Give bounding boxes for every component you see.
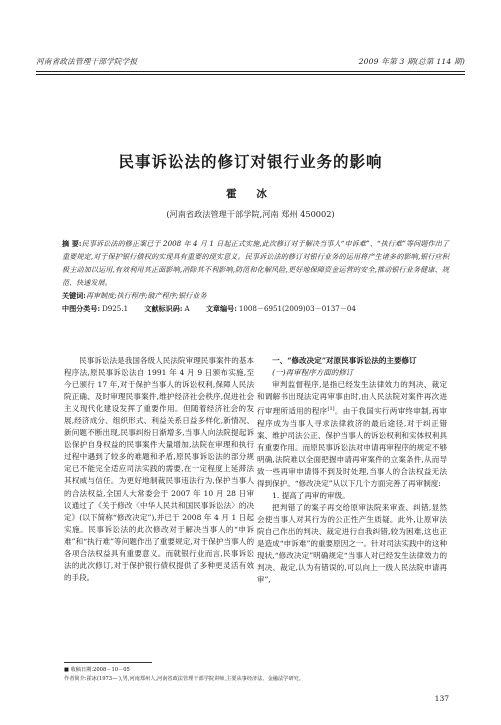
- body-paragraph: 把判错了的案子再交给原审法院来审查、纠错,显然会使当事人对其行为的公正性产生质疑。此外,让原审法院自己作出的判决、裁定进行自我纠错,较为困难,这也正是造成“申诉难”的重要原因之一。针对司法实践中的这种现状,“修改决定”明确规定“当事人对已经发生法律效力的判决、裁定,认为有错误的,可以向上一级人民法院申请再审”,: [257, 503, 447, 585]
- subsection-heading: (一)再审程序方面的修订: [272, 368, 354, 378]
- section-heading: 一、“修改决定”对原民事诉讼法的主要修订: [272, 356, 417, 365]
- keywords: [62, 291, 449, 301]
- header-rule-thick: [36, 71, 465, 72]
- abstract: [62, 237, 449, 289]
- abstract-text: 民事诉讼法的修正案已于 2008 年 4 月 1 日起正式实施,此次修订对于解决当事人“申诉难”、“执行难”等问题作出了重要规定,对于保护银行债权的实现具有重要的现实意义。民事诉讼法的修订对银行业务的运用将产生诸多的影响,银行应积极主动加以运用,有效利用其正面影响,消除其不利影响,防范和化解风险,更好地保障资金运营的安全,推动银行业务健康、规范、快速发展。: [62, 239, 449, 287]
- body-left-column: [64, 355, 254, 584]
- footnote-rule: [64, 662, 152, 663]
- body-paragraph: 民事诉讼法是我国各级人民法院审理民事案件的基本程序法,原民事诉讼法自 1991 年 4 月 9 日颁布实施,至今已颁行 17 年,对于保护当事人的诉讼权利,保障人民法院正确、及时审理民事案件,维护经济社会秩序,促进社会主义现代化建设发挥了重要作用。但随着经济社会的发展,经济成分、组织形式、利益关系日益多样化,新情况、新问题不断出现,民事纠纷日渐增多,当事人向法院提起诉讼保护自身权益的民事案件大量增加,法院在审理和执行过程中遇到了较多的难题和矛盾,原民事诉讼法的部分规定已不能完全适应司法实践的需要,在一定程度上延滞法其权威与信任。为更好地制裁民事违法行为,保护当事人的合法权益,全国人大常委会于 2007 年 10 月 28 日审议通过了《关于修改〈中华人民共和国民事诉讼法〉的决定》(以下简称“修改决定”),并已于 2008 年 4 月 1 日起实施。民事诉讼法的此次修改对于解决当事人的“申诉难”和“执行难”等问题作出了重要规定,对于保护当事人的各项合法权益具有重要意义。而就银行业而言,民事诉讼法的此次修订,对于保护银行债权提供了多种更灵活有效的手段。: [64, 356, 254, 582]
- doc-code-label: 文献标识码:: [144, 304, 183, 313]
- clc-value: D925.1: [102, 304, 129, 313]
- received-date: 收稿日期:2008－10－05: [70, 667, 130, 673]
- journal-name: 河南省政法管理干部学院学报: [36, 57, 138, 66]
- footnote-received: ■ 收稿日期:2008－10－05: [64, 667, 130, 673]
- clc-label: 中图分类号:: [62, 304, 101, 313]
- keywords-label: 关键词:: [62, 291, 86, 300]
- classification-line: [62, 304, 449, 314]
- article-no-value: 1008－6951(2009)03－0137－04: [238, 304, 356, 313]
- header-rule-thin: [36, 74, 465, 75]
- para-text: 审判监督程序,是指已经发生法律效力的判决、裁定和调解书出现法定再审事由时,由人民法院对案件再次进行审理所适用的程序: [257, 380, 447, 416]
- para-text-cont: 。由于我国实行两审终审制,再审程序成为当事人寻求法律救济的最后途径,对于纠正错案、维护司法公正、保护当事人的诉讼权利和实体权利具有重要作用。而原民事诉讼法对申请再审程序的规定不够明确,法院难以全面把握申请再审案件的立案条件,从而导致一些再审申请得不到及时处理,当事人的合法权益无法得到保护。“修改决定”从以下几个方面完善了再审制度:: [257, 406, 447, 488]
- page-number: 137: [434, 694, 449, 703]
- body-paragraph: [257, 379, 447, 490]
- author-affiliation: (河南省政法管理干部学院,河南 郑州 450002): [166, 209, 335, 219]
- body-right-column: [257, 355, 447, 586]
- issue-info: 2009 年第 3 期(总第 114 期): [358, 57, 465, 66]
- keywords-text: 再审制度;执行程序;破产程序;银行业务: [85, 291, 207, 300]
- list-item: 1. 提高了再审的审级。: [272, 491, 350, 501]
- abstract-label: 摘 要:: [62, 239, 82, 248]
- doc-code-value: A: [184, 304, 190, 313]
- article-no-label: 文章编号:: [205, 304, 237, 313]
- footnote-bio: 作者简介:霍冰(1973— ),男,河南郑州人,河南省政法管理干部学院讲师,主要从事经济法、金融法学研究。: [64, 676, 304, 682]
- running-header: [36, 56, 465, 70]
- citation-ref: [1]: [327, 406, 335, 413]
- article-title: 民事诉讼法的修订对银行业务的影响: [118, 152, 383, 171]
- author-name: 霍 冰: [226, 188, 275, 200]
